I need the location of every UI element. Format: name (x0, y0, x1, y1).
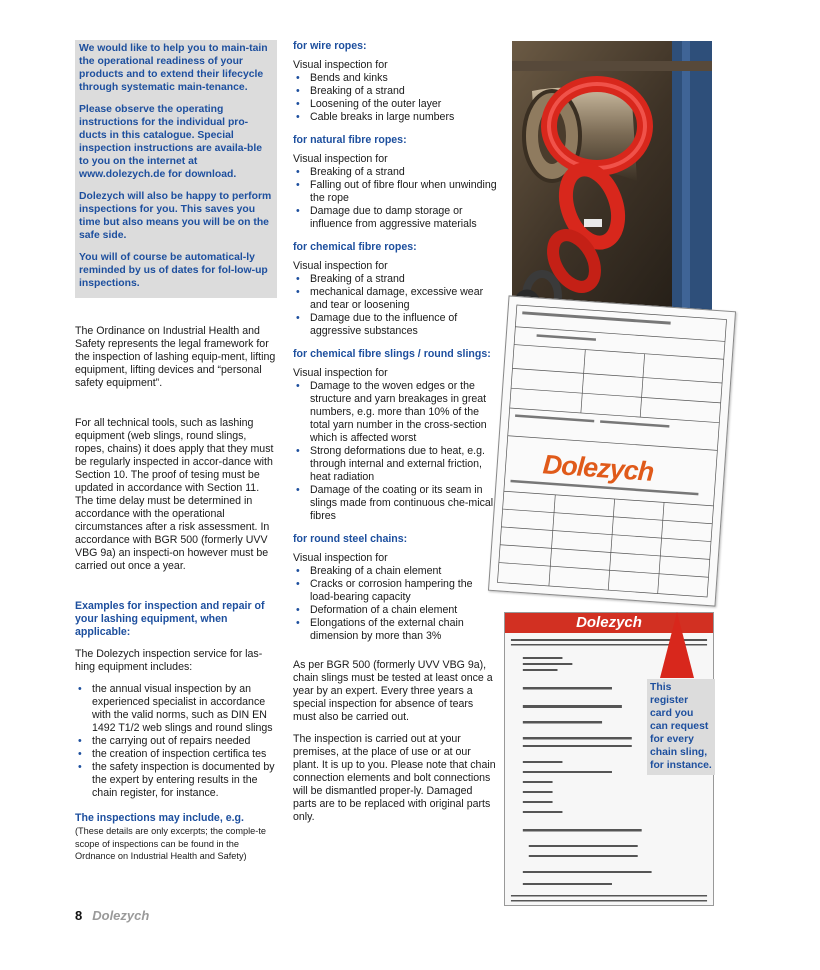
bgr-paragraph: As per BGR 500 (formerly UVV VBG 9a), chain slings must be tested at least once a year by an expert. Every three years a special inspection for absence of tears must also be carried out. (293, 659, 493, 723)
premises-paragraph: The inspection is carried out at your premises, at the place of use or at our plant. It is up to you. Please note that chain connection elements and bolt connections will be dismantled proper-ly. Damaged parts are to be replaced with original parts only. (293, 733, 496, 823)
left-column (75, 40, 277, 863)
list-item: • Bends and kinks (293, 72, 498, 85)
footer-dolezych-logo: Dolezych (92, 907, 150, 923)
section-heading: for chemical fibre ropes: (293, 241, 417, 253)
section-heading: for chemical fibre slings / round slings: (293, 348, 491, 360)
list-item: • Elongations of the external chain dimension by more than 3% (293, 617, 498, 643)
steel-chains-section (293, 533, 498, 643)
list-item: • Damage due to damp storage or influence from aggressive materials (293, 205, 498, 231)
page-number: 8 (75, 907, 83, 923)
list-item: • Damage of the coating or its seam in slings made from continuous che-mical fibres (293, 484, 498, 523)
section-list (293, 273, 498, 338)
may-include-note: (These details are only excerpts; the comple-te scope of inspections can be found in the Ordnance on Industrial Health and Safety) (75, 826, 266, 861)
examples-intro: The Dolezych inspection service for las-hing equipment includes: (75, 648, 263, 673)
section-list (293, 72, 498, 124)
section-list (293, 166, 498, 231)
info-paragraph-1: We would like to help you to main-tain the operational readiness of your products and to extend their lifecycle through systematic main-tenance. (79, 43, 268, 93)
list-item: • Damage due to the influence of aggressive substances (293, 312, 498, 338)
section-intro: Visual inspection for (293, 153, 388, 165)
examples-heading: Examples for inspection and repair of your lashing equipment, when applicable: (75, 600, 265, 638)
list-item: • Falling out of fibre flour when unwinding the rope (293, 179, 498, 205)
list-item: • Loosening of the outer layer (293, 98, 498, 111)
register-card-callout: This register card you can request for every chain sling, for instance. (647, 679, 715, 775)
list-item: • Breaking of a strand (293, 85, 498, 98)
arrow-up-icon (660, 612, 694, 678)
section-intro: Visual inspection for (293, 367, 388, 379)
natural-fibre-ropes-section (293, 134, 498, 231)
section-heading: for natural fibre ropes: (293, 134, 407, 146)
wire-ropes-section (293, 40, 498, 124)
section-list (293, 380, 498, 523)
list-item: • Breaking of a strand (293, 273, 498, 286)
register-dolezych-logo: Dolezych (541, 449, 655, 487)
info-paragraph-2: Please observe the operating instructions for the individual pro-ducts in this catalogue. Special inspection instructions are availa-ble to you on the internet at www.dolezych.de for download. (79, 104, 263, 180)
ordinance-paragraph: The Ordinance on Industrial Health and Safety represents the legal framework for the inspection of lashing equip-ment, lifting equipment, lifting devices and “personal safety equipment”. (75, 325, 276, 389)
card-dolezych-logo: Dolezych (576, 614, 642, 631)
list-item: • Breaking of a chain element (293, 565, 498, 578)
page-footer (75, 903, 149, 927)
list-item: • the annual visual inspection by an experienced specialist in accordance with the valid norms, such as DIN EN 1492 T1/2 web slings and round slings (75, 683, 277, 735)
technical-tools-paragraph: For all technical tools, such as lashing equipment (web slings, round slings, ropes, chains) it does apply that they must be regularly inspected in accor-dance with Section 10. The proof of tesing must be updated in accordance with Section 11. The time delay must be determined in accordance with the operational circumstances after a risk assessment. In accordance with BGR 500 (formerly UVV VBG 9a) an inspecti-on however must be carried out once a year. (75, 417, 274, 572)
info-paragraph-4: You will of course be automatical-ly reminded by us of dates for fol-low-up inspections. (79, 252, 268, 289)
list-item: • Breaking of a strand (293, 166, 498, 179)
chemical-fibre-ropes-section (293, 241, 498, 338)
list-item: • Strong deformations due to heat, e.g. through internal and external friction, heat radiation (293, 445, 498, 484)
chain-photo (512, 41, 712, 317)
info-paragraph-3: Dolezych will also be happy to perform inspections for you. This saves you time but also means you will be on the safe side. (79, 191, 272, 241)
list-item: • Cable breaks in large numbers (293, 111, 498, 124)
register-form-lines (489, 296, 735, 605)
section-heading: for wire ropes: (293, 40, 367, 52)
list-item: • Cracks or corrosion hampering the load-bearing capacity (293, 578, 498, 604)
round-slings-section (293, 348, 498, 523)
examples-list (75, 683, 277, 800)
list-item: • Deformation of a chain element (293, 604, 498, 617)
list-item: • the carrying out of repairs needed (75, 735, 277, 748)
section-heading: for round steel chains: (293, 533, 408, 545)
list-item: • mechanical damage, excessive wear and tear or loosening (293, 286, 498, 312)
list-item: • the safety inspection is documented by the expert by entering results in the chain register, for instance. (75, 761, 277, 800)
info-box (75, 40, 277, 298)
middle-column (293, 40, 498, 824)
may-include-heading: The inspections may include, e.g. (75, 812, 244, 824)
list-item: • Damage to the woven edges or the structure and yarn breakages in great numbers, e.g. more than 10% of the total yarn number in the cross-section which is affected worst (293, 380, 498, 445)
chain-photo-illustration (512, 41, 712, 317)
section-intro: Visual inspection for (293, 59, 388, 71)
section-intro: Visual inspection for (293, 552, 388, 564)
inspection-register-document (488, 295, 736, 606)
list-item: • the creation of inspection certifica tes (75, 748, 277, 761)
section-intro: Visual inspection for (293, 260, 388, 272)
section-list (293, 565, 498, 643)
